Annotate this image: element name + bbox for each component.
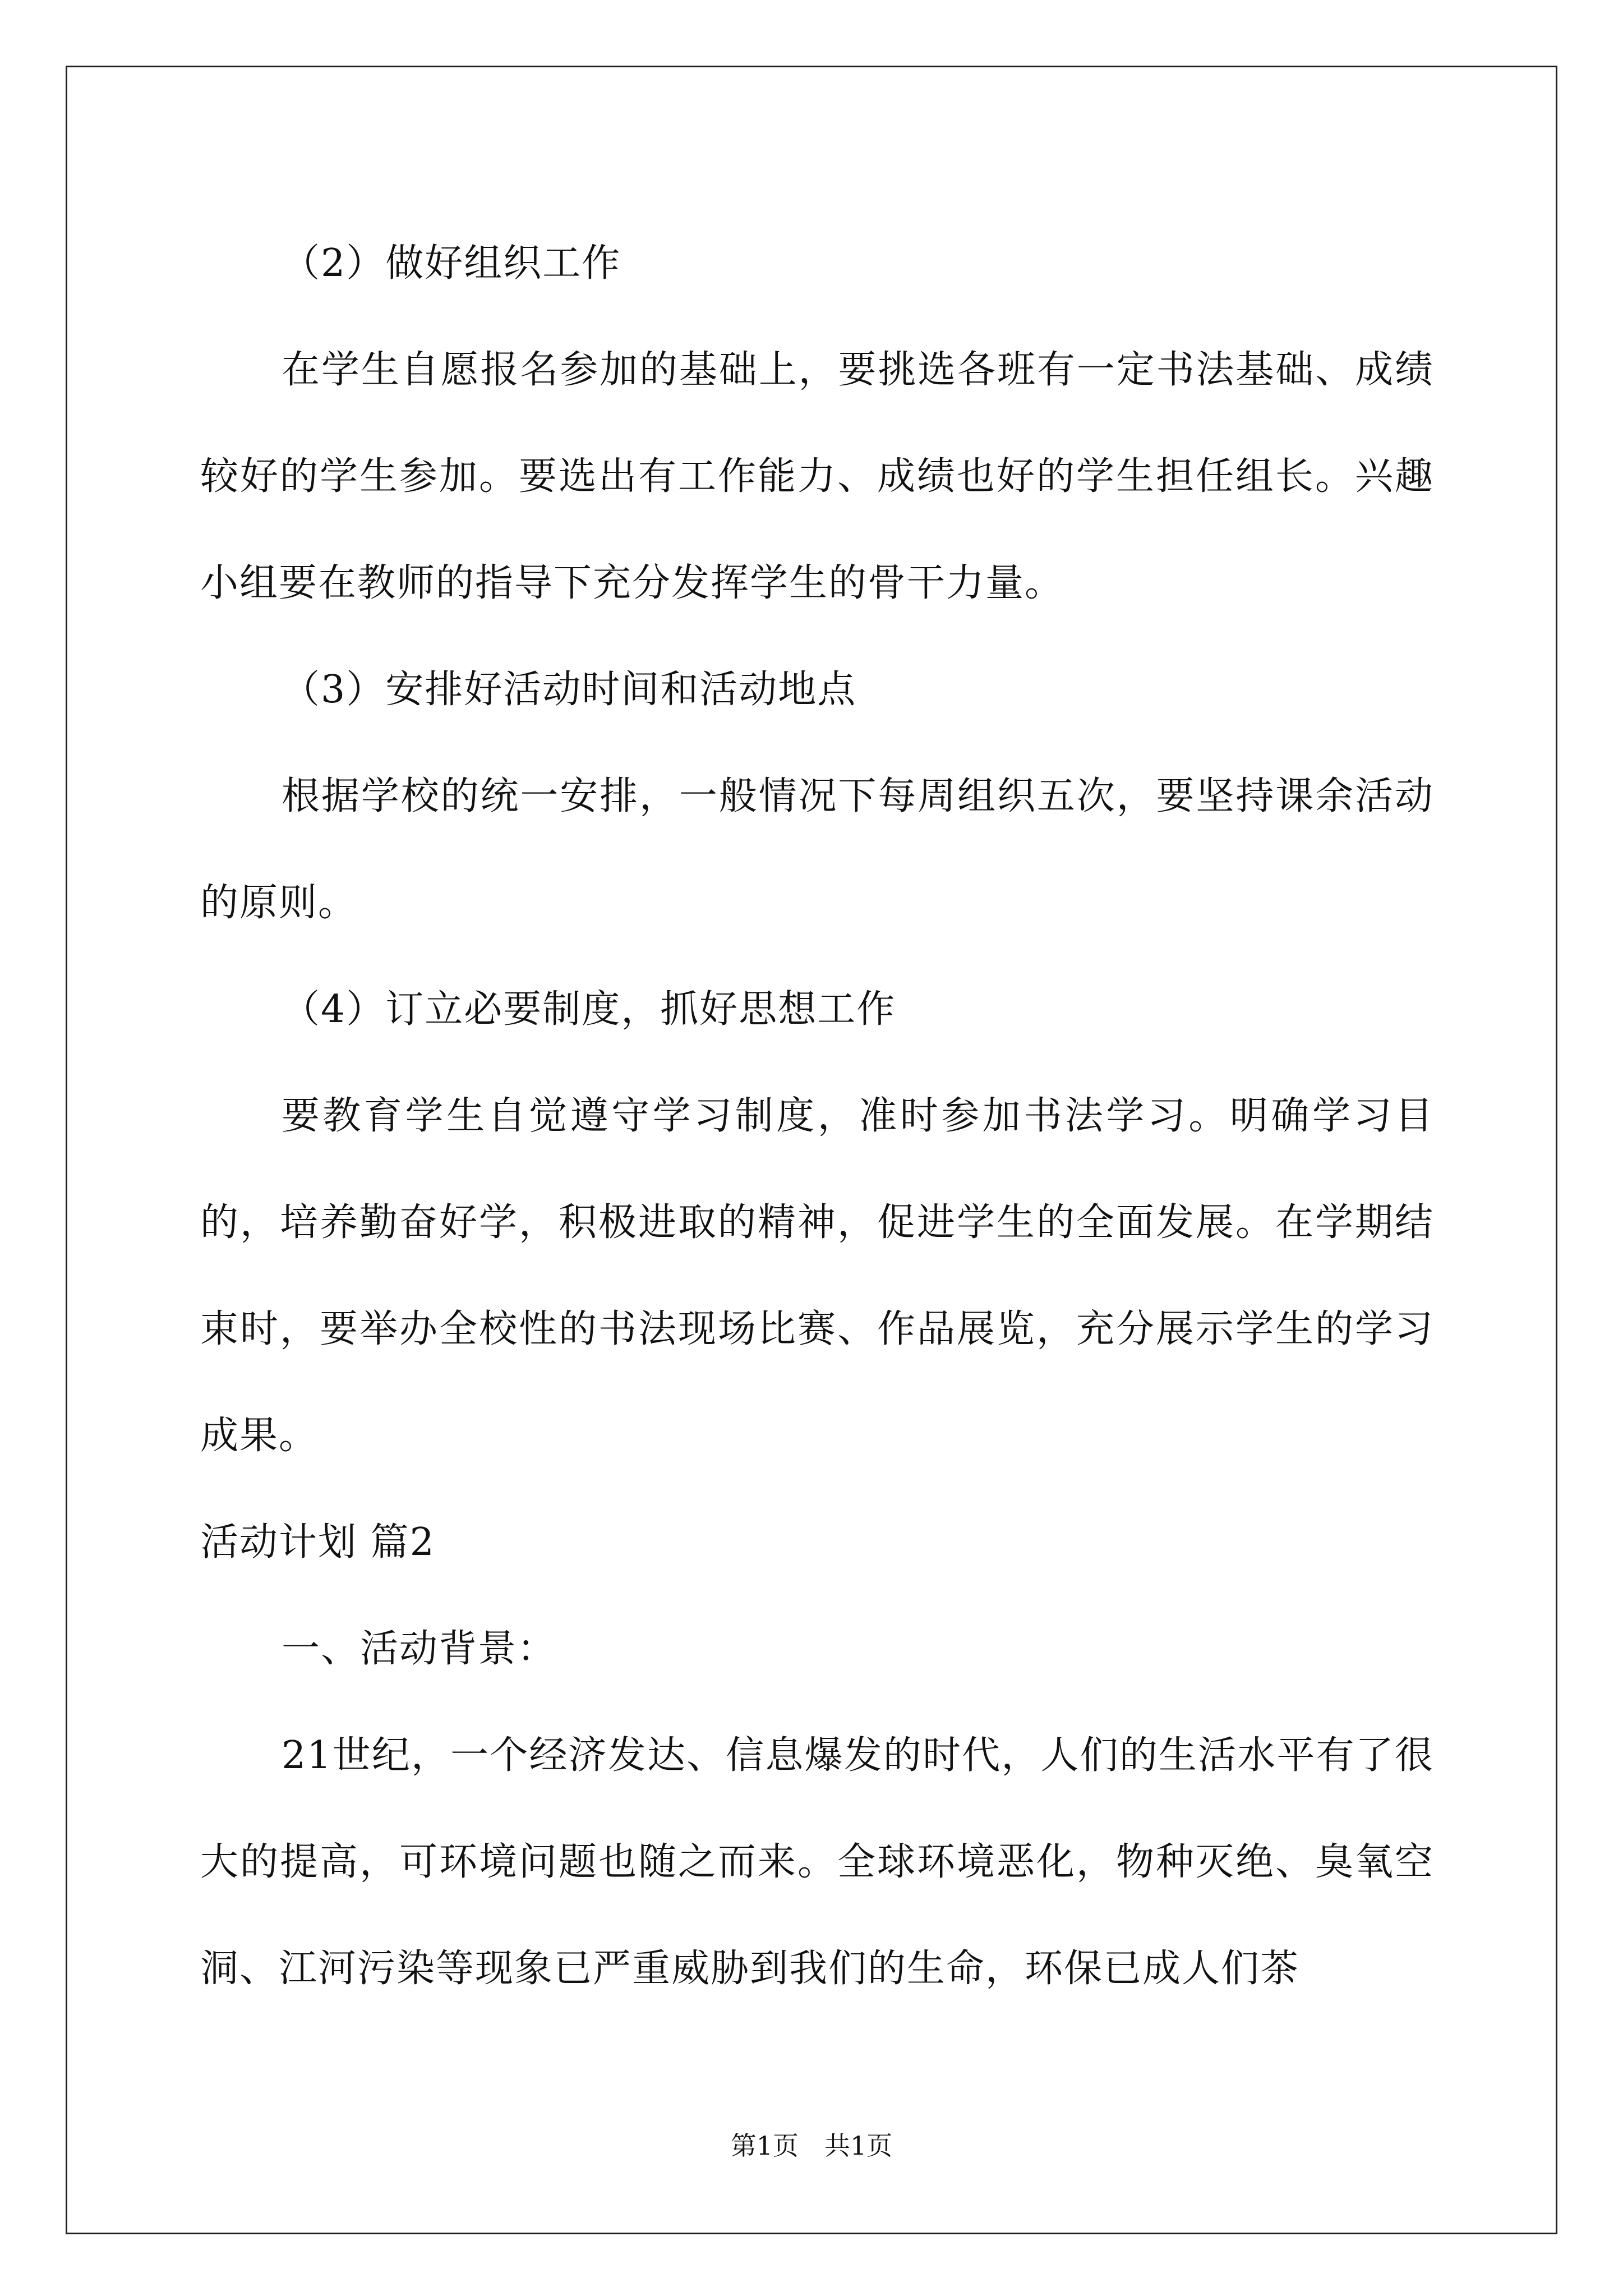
page-footer: 第1页 共1页	[730, 2131, 893, 2161]
paragraph-8: 21世纪，一个经济发达、信息爆发的时代，人们的生活水平有了很大的提高，可环境问题也随之而来。全球环境恶化，物种灭绝、臭氧空洞、江河污染等现象已严重威胁到我们的生命，环保已成人们茶	[200, 1733, 1434, 1991]
paragraph-7: 一、活动背景：	[282, 1627, 557, 1671]
paragraph-6: 要教育学生自觉遵守学习制度，准时参加书法学习。明确学习目的，培养勤奋好学，积极进取的精神，促进学生的全面发展。在学期结束时，要举办全校性的书法现场比赛、作品展览，充分展示学生的学习成果。	[200, 1094, 1434, 1458]
paragraph-2: 在学生自愿报名参加的基础上，要挑选各班有一定书法基础、成绩较好的学生参加。要选出有工作能力、成绩也好的学生担任组长。兴趣小组要在教师的指导下充分发挥学生的骨干力量。	[200, 348, 1434, 605]
paragraph-1: （2）做好组织工作	[282, 241, 621, 286]
document-body	[200, 210, 1434, 2022]
paragraph-5: （4）订立必要制度，抓好思想工作	[282, 987, 896, 1032]
paragraph-3: （3）安排好活动时间和活动地点	[282, 668, 857, 712]
section-heading: 活动计划 篇2	[200, 1520, 435, 1565]
paragraph-4: 根据学校的统一安排，一般情况下每周组织五次，要坚持课余活动的原则。	[200, 774, 1434, 925]
